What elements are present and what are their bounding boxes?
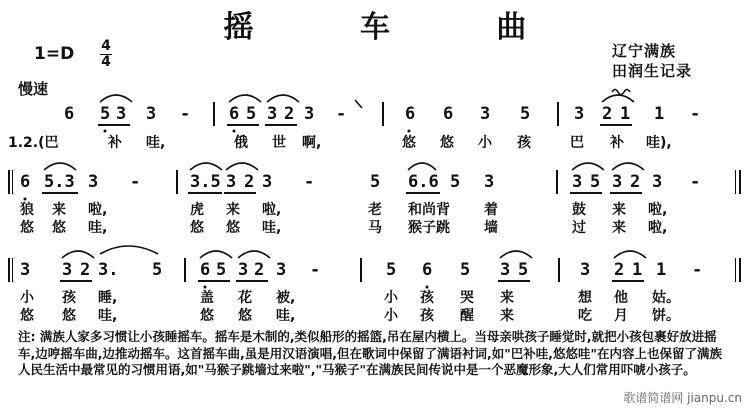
slur (190, 163, 222, 170)
note: 6 (200, 260, 211, 280)
lyric: 小 (384, 290, 398, 306)
watermark: 歌谱简谱网 jianpu.cn (623, 391, 742, 405)
slur (44, 163, 76, 170)
lyric: 悠 (200, 308, 214, 324)
slur (612, 163, 644, 170)
note: - (690, 104, 701, 124)
note: 3 (226, 172, 237, 192)
lyric: 补 (610, 135, 624, 151)
octave-dot (24, 198, 27, 201)
slur (62, 251, 94, 258)
lyric: 孩 (420, 290, 434, 306)
slur (614, 251, 646, 258)
octave-dot (233, 130, 236, 133)
tempo-marking: 慢速 (18, 80, 49, 98)
note: 3. (98, 260, 119, 280)
note: 3 (304, 104, 315, 124)
lyric: 小 (20, 290, 34, 306)
slur (200, 251, 232, 258)
footnote (18, 329, 730, 379)
meter-bottom: 4 (101, 54, 111, 70)
lyric: 来 (500, 290, 514, 306)
lyric: 老 (368, 202, 382, 218)
note: 5.3 (44, 172, 75, 192)
note: 6 (64, 104, 75, 124)
lyric: 盖 (200, 290, 214, 306)
note: 2 (602, 104, 613, 124)
lyric: 悠 (402, 135, 416, 151)
meter-top: 4 (101, 38, 111, 54)
slur (238, 251, 270, 258)
note: 1 (620, 104, 631, 124)
lyric: 被, (276, 290, 296, 306)
lyric: 啦, (88, 202, 108, 218)
note: 6 (20, 172, 31, 192)
lyric: 来 (612, 202, 626, 218)
lyric: 醒 (460, 308, 474, 324)
lyric: 孩 (62, 290, 76, 306)
note: - (336, 104, 347, 124)
lyric: 过 (572, 220, 586, 236)
slur (267, 95, 299, 102)
lyric: 哭 (460, 290, 474, 306)
octave-dot (426, 286, 429, 289)
note: 6.6 (408, 172, 439, 192)
note: 3 (62, 260, 73, 280)
lyric: 他 (614, 290, 628, 306)
note: 5 (386, 260, 397, 280)
slur (572, 163, 604, 170)
note: 3 (580, 260, 591, 280)
lyric: 虎 (190, 202, 204, 218)
lyric: 想 (578, 290, 592, 306)
lyric: 孩 (420, 308, 434, 324)
note: - (304, 172, 315, 192)
note: 3 (276, 260, 287, 280)
tie (100, 246, 158, 254)
note: 5 (518, 260, 529, 280)
slur (408, 163, 436, 170)
note: - (130, 172, 141, 192)
note: 5 (460, 260, 471, 280)
lyric: 花 (238, 290, 252, 306)
note: 5 (246, 104, 257, 124)
note: 5 (152, 260, 163, 280)
note: 5 (520, 104, 531, 124)
lyric: 马 (368, 220, 382, 236)
key-signature: 1=D (34, 44, 75, 64)
note: 5 (370, 172, 381, 192)
note: 2 (254, 260, 265, 280)
origin-label: 辽宁满族 (612, 42, 677, 60)
note: 2 (284, 104, 295, 124)
note: 3 (480, 104, 491, 124)
lyric: 悠 (190, 220, 204, 236)
collector-label: 田润生记录 (612, 62, 693, 80)
note: 5 (590, 172, 601, 192)
lyric: 孩 (517, 135, 531, 151)
lyric: 补 (108, 135, 122, 151)
lyric: 世 (272, 135, 286, 151)
lyric: 悠 (20, 308, 34, 324)
slur (100, 95, 132, 102)
lyric: 哇, (88, 220, 108, 236)
lyric: 哇, (262, 220, 282, 236)
octave-dot (204, 286, 207, 289)
lyric: 睡, (98, 290, 118, 306)
octave-dot (104, 130, 107, 133)
lyric: 哇), (646, 135, 672, 151)
lyric: 来 (226, 202, 240, 218)
note: 6 (229, 104, 240, 124)
lyric: 小 (384, 308, 398, 324)
note: 2 (80, 260, 91, 280)
lyric: 俄 (234, 135, 248, 151)
note: - (180, 104, 191, 124)
slur (355, 100, 362, 108)
lyric: 啊, (302, 135, 322, 151)
lyric: 吃 (578, 308, 592, 324)
slur (602, 95, 634, 102)
note: 2 (614, 260, 625, 280)
slur (500, 251, 532, 258)
note: 3 (612, 172, 623, 192)
note: 1 (656, 260, 667, 280)
lyric: 鼓 (572, 202, 586, 218)
lyric: 巴 (570, 135, 584, 151)
lyric: 墙 (484, 220, 498, 236)
lyric: 哇, (146, 135, 166, 151)
lyric: 猴子跳 (408, 220, 450, 236)
octave-dot (408, 130, 411, 133)
note: 1 (632, 260, 643, 280)
note: 3 (116, 104, 127, 124)
note: 6 (405, 104, 416, 124)
trill-mark (612, 90, 630, 95)
lyric: 哇, (98, 308, 118, 324)
lyric: 悠 (238, 308, 252, 324)
footnote-text: 满族人家多习惯让小孩睡摇车。摇车是木制的,类似船形的摇篮,吊在屋内横上。当母亲哄孩子睡觉时,就把小孩包裹好放进摇车,边哼摇车曲,边推动摇车。这首摇车曲,虽是用汉语演唱,但在歌词中保留了满语衬词,如"巴补哇,悠悠哇"在内容上也保留了满族人民生活中最常见的习惯用语,如"马猴子跳墙过来啦","马猴子"在满族民间传说中是一个恶魔形象,大人们常用吓唬小孩子。 (18, 329, 723, 377)
lyric: 月 (614, 308, 628, 324)
slur (226, 163, 258, 170)
note: 5 (100, 104, 111, 124)
note: 3 (484, 172, 495, 192)
lyric: 1.2.(巴 (8, 135, 59, 151)
lyric: 哇, (276, 308, 296, 324)
lyric: 姑。 (652, 290, 680, 306)
lyric: 来 (612, 220, 626, 236)
note: 3 (146, 104, 157, 124)
lyric: 悠 (440, 135, 454, 151)
slur (229, 95, 261, 102)
note: 3 (267, 104, 278, 124)
note: 3.5 (190, 172, 221, 192)
lyric: 来 (500, 308, 514, 324)
lyric: 啦, (648, 202, 668, 218)
note: 3 (500, 260, 511, 280)
lyric: 着 (484, 202, 498, 218)
note: 3 (88, 172, 99, 192)
note: 2 (244, 172, 255, 192)
lyric: 悠 (62, 308, 76, 324)
lyric: 来 (52, 202, 66, 218)
note: 3 (652, 172, 663, 192)
note: 3 (238, 260, 249, 280)
lyric: 悠 (20, 220, 34, 236)
note: 3 (20, 260, 31, 280)
lyric: 啦, (262, 202, 282, 218)
lyric: 悠 (226, 220, 240, 236)
lyric: 和尚背 (408, 202, 450, 218)
lyric: 狼 (20, 202, 34, 218)
note: 3 (572, 172, 583, 192)
note: 3 (262, 172, 273, 192)
lyric: 饼。 (652, 308, 680, 324)
note: 6 (443, 104, 454, 124)
note: - (690, 172, 701, 192)
note: - (692, 260, 703, 280)
lyric: 啦, (648, 220, 668, 236)
note: 6 (422, 260, 433, 280)
lyric: 悠 (52, 220, 66, 236)
note: 2 (630, 172, 641, 192)
note: 5 (450, 172, 461, 192)
note: 1 (654, 104, 665, 124)
note: 5 (216, 260, 227, 280)
lyric: 小 (478, 135, 492, 151)
song-title: 摇 车 曲 (223, 10, 575, 45)
note: - (310, 260, 321, 280)
footnote-label: 注: (18, 329, 36, 344)
note: 3 (574, 104, 585, 124)
